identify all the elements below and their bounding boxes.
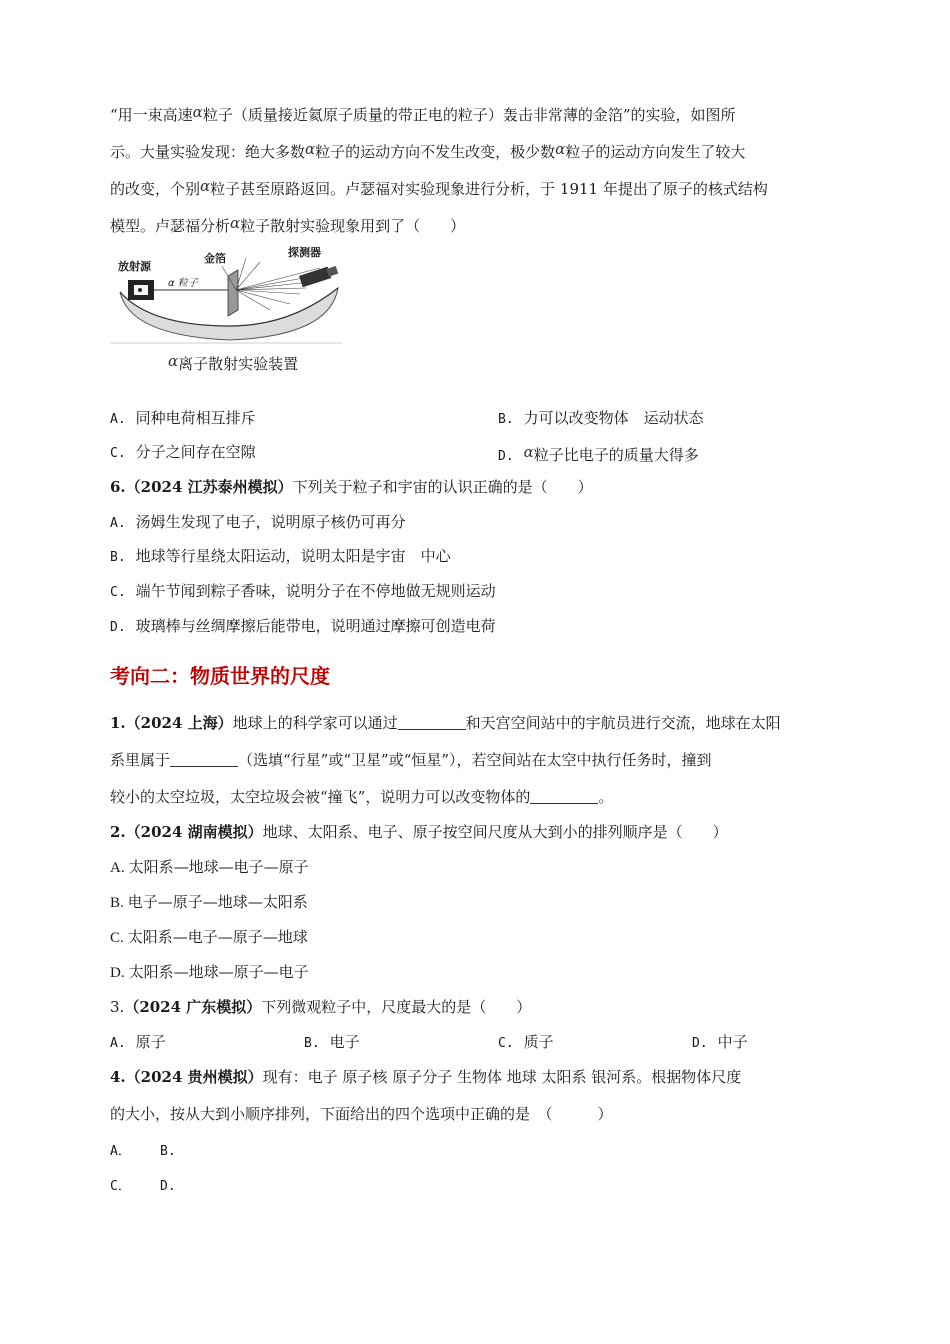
- option-key: B.: [498, 412, 514, 427]
- alpha-symbol: α: [305, 140, 316, 158]
- text: 模型。卢瑟福分析: [110, 217, 231, 235]
- section-heading: 考向二：物质世界的尺度: [110, 664, 330, 688]
- option-text: 中子: [717, 1033, 748, 1051]
- option-key: A.: [110, 412, 126, 427]
- intro-line-2: [110, 139, 745, 162]
- text: 粒子散射实验现象用到了（ ）: [240, 217, 466, 235]
- alpha-symbol: α: [192, 103, 203, 121]
- text: 较小的太空垃圾，太空垃圾会被“撞飞”，说明力可以改变物体的: [110, 788, 531, 806]
- figure-caption: [168, 352, 298, 374]
- q6-option-c[interactable]: [110, 581, 496, 603]
- q5-option-b[interactable]: [498, 408, 704, 430]
- option-text: 电子—原子—地球—太阳系: [127, 893, 308, 911]
- option-key: C.: [110, 585, 126, 600]
- text: 示。大量实验发现：绝大多数: [110, 143, 306, 161]
- option-key: C.: [110, 446, 126, 461]
- option-text: 太阳系—电子—原子—地球: [127, 928, 308, 946]
- q5-option-a[interactable]: [110, 408, 256, 430]
- intro-line-3: [110, 176, 768, 199]
- s1-line-2: [110, 750, 712, 770]
- option-key: A．: [110, 1144, 131, 1159]
- option-text: 太阳系—地球—原子—电子: [128, 963, 309, 981]
- s3-option-b[interactable]: [304, 1032, 360, 1054]
- question-number: 2.: [110, 823, 126, 841]
- option-text: 同种电荷相互排斥: [135, 409, 256, 427]
- q5-option-d[interactable]: [498, 442, 699, 467]
- intro-line-4: [110, 213, 465, 236]
- option-text: 原子: [135, 1033, 166, 1051]
- text: “用一束高速: [110, 106, 193, 124]
- option-key: C.: [110, 930, 124, 946]
- option-key: D.: [110, 620, 126, 635]
- option-key: C．: [110, 1179, 131, 1194]
- text: 。: [598, 788, 614, 806]
- question-source-tag: （2024 贵州模拟）: [125, 1068, 263, 1086]
- option-text: 力可以改变物体 运动状态: [523, 409, 704, 427]
- option-key: A.: [110, 860, 125, 876]
- option-key: D.: [498, 449, 514, 464]
- option-text: 电子: [329, 1033, 360, 1051]
- alpha-symbol: α: [555, 140, 566, 158]
- option-key: B.: [110, 550, 126, 565]
- s3-option-c[interactable]: [498, 1032, 554, 1054]
- s3-option-d[interactable]: [692, 1032, 748, 1054]
- option-text: 太阳系—地球—电子—原子: [128, 858, 309, 876]
- scattering-apparatus-figure: [110, 248, 342, 344]
- question-text: 下列关于粒子和宇宙的认识正确的是（ ）: [292, 478, 593, 496]
- text: （选填“行星”或“卫星”或“恒星”），若空间站在太空中执行任务时，撞到: [238, 751, 712, 769]
- fill-blank-1[interactable]: [398, 715, 466, 730]
- label-source: 放射源: [118, 260, 151, 273]
- option-key: D.: [160, 1179, 176, 1194]
- label-gold-foil: 金箔: [204, 252, 226, 265]
- option-text: 玻璃棒与丝绸摩擦后能带电，说明通过摩擦可创造电荷: [135, 617, 496, 635]
- text: 地球上的科学家可以通过: [232, 714, 398, 732]
- q5-option-c[interactable]: [110, 442, 256, 464]
- q6-stem: [110, 477, 593, 497]
- question-source-tag: （2024 广东模拟）: [124, 998, 262, 1016]
- s2-option-c[interactable]: [110, 927, 308, 948]
- alpha-symbol: α: [168, 352, 179, 370]
- option-key: B.: [160, 1144, 176, 1159]
- text: 粒子的运动方向不发生改变，极少数: [315, 143, 556, 161]
- s2-option-d[interactable]: [110, 962, 309, 983]
- caption-text: 离子散射实验装置: [178, 355, 299, 373]
- q6-option-d[interactable]: [110, 616, 496, 638]
- label-alpha-particle: α 粒子: [168, 278, 198, 289]
- s4-option-a[interactable]: [110, 1140, 153, 1162]
- option-key: D.: [110, 965, 125, 981]
- option-key: B.: [110, 895, 124, 911]
- s4-option-d[interactable]: [160, 1175, 186, 1197]
- option-text: 汤姆生发现了电子，说明原子核仍可再分: [135, 513, 406, 531]
- text: 粒子的运动方向发生了较大: [565, 143, 746, 161]
- s4-line-1: [110, 1067, 741, 1087]
- option-key: A.: [110, 1036, 126, 1051]
- s1-line-3: [110, 787, 613, 807]
- alpha-symbol: α: [200, 177, 211, 195]
- gold-foil-icon: [228, 270, 238, 316]
- text: 粒子甚至原路返回。卢瑟福对实验现象进行分析，于 1911 年提出了原子的核式结构: [210, 180, 768, 198]
- question-text: 地球、太阳系、电子、原子按空间尺度从大到小的排列顺序是（ ）: [262, 823, 728, 841]
- alpha-symbol: α: [230, 214, 241, 232]
- text: 粒子（质量接近氦原子质量的带正电的粒子）轰击非常薄的金箔”的实验，如图所: [202, 106, 736, 124]
- question-number: 1.: [110, 714, 126, 732]
- question-number: 6.: [110, 478, 126, 496]
- question-source-tag: （2024 江苏泰州模拟）: [125, 478, 293, 496]
- s2-stem: [110, 822, 728, 842]
- text: 系里属于: [110, 751, 171, 769]
- fill-blank-3[interactable]: [530, 789, 598, 804]
- s2-option-a[interactable]: [110, 857, 309, 878]
- detector-icon: [299, 264, 339, 287]
- q6-option-a[interactable]: [110, 512, 406, 534]
- option-text: 质子: [523, 1033, 554, 1051]
- question-text: 下列微观粒子中，尺度最大的是（ ）: [261, 998, 532, 1016]
- option-text: 分子之间存在空隙: [135, 443, 256, 461]
- question-number: 3.: [110, 998, 125, 1016]
- text: 的改变，个别: [110, 180, 201, 198]
- option-key: C.: [498, 1036, 514, 1051]
- question-number: 4.: [110, 1068, 126, 1086]
- question-source-tag: （2024 湖南模拟）: [125, 823, 263, 841]
- label-detector: 探测器: [288, 246, 321, 259]
- option-text: 地球等行星绕太阳运动，说明太阳是宇宙 中心: [135, 547, 451, 565]
- option-key: A.: [110, 516, 126, 531]
- text: 和天宫空间站中的宇航员进行交流，地球在太阳: [465, 714, 781, 732]
- q6-option-b[interactable]: [110, 546, 451, 568]
- text: 现有：电子 原子核 原子分子 生物体 地球 太阳系 银河系。根据物体尺度: [262, 1068, 742, 1086]
- s4-option-c[interactable]: [110, 1175, 153, 1197]
- option-text: 粒子比电子的质量大得多: [533, 446, 699, 464]
- option-key: D.: [692, 1036, 708, 1051]
- option-key: B.: [304, 1036, 320, 1051]
- s1-line-1: [110, 713, 781, 733]
- s4-line-2: 的大小，按从大到小顺序排列，下面给出的四个选项中正确的是 （ ）: [110, 1105, 613, 1123]
- fill-blank-2[interactable]: [170, 752, 238, 767]
- option-text: 端午节闻到粽子香味，说明分子在不停地做无规则运动: [135, 582, 496, 600]
- s4-option-b[interactable]: [160, 1140, 186, 1162]
- s2-option-b[interactable]: [110, 892, 308, 913]
- s3-option-a[interactable]: [110, 1032, 166, 1054]
- s3-stem: [110, 997, 531, 1017]
- intro-line-1: [110, 102, 736, 125]
- question-source-tag: （2024 上海）: [125, 714, 233, 732]
- alpha-symbol: α: [523, 443, 534, 461]
